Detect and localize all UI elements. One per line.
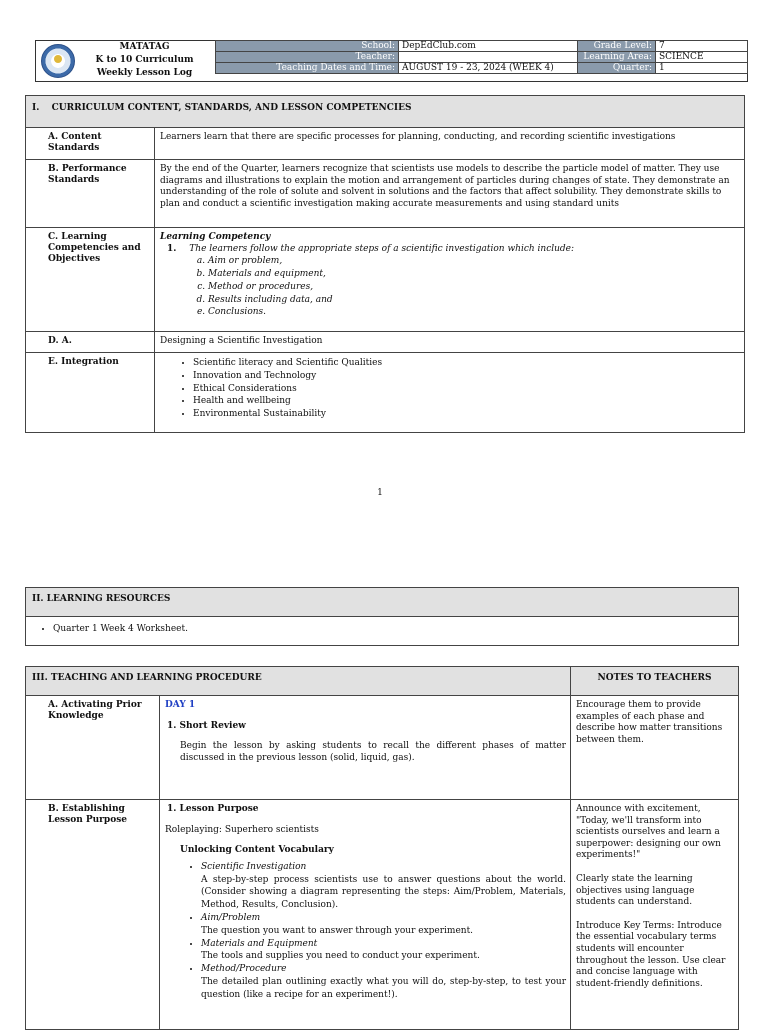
notes-announce: Announce with excitement, "Today, we'll transform into scientists ourselves and learn a superpower: designing our own experiments!" <box>576 804 721 861</box>
integration-item: • Scientific literacy and Scientific Qualities <box>193 357 740 370</box>
section1-title: CURRICULUM CONTENT, STANDARDS, AND LESSON COMPETENCIES <box>51 103 412 113</box>
da-label: D. A. <box>26 332 155 353</box>
grade-label: Grade Level: <box>578 41 656 52</box>
vocab-item <box>201 861 566 912</box>
title-block <box>76 41 213 81</box>
grade-value: 7 <box>656 41 748 52</box>
vocab-term: • Materials and Equipment <box>201 938 318 949</box>
header-block <box>35 40 748 82</box>
resource-item: • Quarter 1 Week 4 Worksheet. <box>53 623 734 636</box>
competencies-label: C. Learning Competencies and Objectives <box>26 228 155 332</box>
integration-label: E. Integration <box>26 353 155 433</box>
competency-item: d. Results including data, and <box>208 294 740 307</box>
area-label: Learning Area: <box>578 52 656 63</box>
performance-standards-text: By the end of the Quarter, learners recognize that scientists use models to describe the particle model of matter. They use diagrams and illustrations to explain the motion and arrangement of particles during changes of state. They demonstrate an understanding of the role of solute and solvent in solutions and the factors that affect solubility. They demonstrate skills to plan and conduct a scientific investigation making accurate measurements and using standard units <box>155 160 745 228</box>
vocab-heading: Unlocking Content Vocabulary <box>180 845 334 856</box>
vocab-term: • Scientific Investigation <box>201 861 307 872</box>
school-value: DepEdClub.com <box>399 41 578 52</box>
performance-standards-label: B. Performance Standards <box>26 160 155 228</box>
notes-key-terms: Introduce Key Terms: Introduce the essential vocabulary terms students will encounter throughout the lesson. Use clear and concise language with student-friendly definitions. <box>576 920 726 989</box>
activating-label: A. Activating Prior Knowledge <box>26 696 160 800</box>
competency-item: b. Materials and equipment, <box>208 268 740 281</box>
section1-title-cell <box>26 96 745 128</box>
activating-notes: Encourage them to provide examples of each phase and describe how matter transitions between them. <box>571 696 739 800</box>
competency-heading: Learning Competency <box>160 232 271 242</box>
notes-title: NOTES TO TEACHERS <box>571 667 739 696</box>
quarter-label: Quarter: <box>578 63 656 74</box>
quarter-value: 1 <box>656 63 748 74</box>
deped-seal-icon <box>41 44 75 78</box>
title-line1: MATATAG <box>119 42 170 52</box>
vocab-item <box>201 938 566 964</box>
vocab-def: The detailed plan outlining exactly what you will do, step-by-step, to test your question (like a recipe for an experiment!). <box>201 976 566 1000</box>
resources-list <box>31 623 734 636</box>
integration-item: • Environmental Sustainability <box>193 408 740 421</box>
competency-line <box>160 244 740 256</box>
area-value: SCIENCE <box>656 52 748 63</box>
integration-item: • Ethical Considerations <box>193 383 740 396</box>
competencies-cell <box>155 228 745 332</box>
competency-item: e. Conclusions. <box>208 306 740 319</box>
vocab-list <box>165 861 566 1002</box>
integration-list <box>160 357 740 421</box>
roleplay-text: Roleplaying: Superhero scientists <box>165 824 319 835</box>
section3-table <box>25 666 739 1030</box>
short-review-step: 1. Short Review <box>167 720 246 731</box>
vocab-term: • Aim/Problem <box>201 912 261 923</box>
vocab-term: • Method/Procedure <box>201 964 287 975</box>
day-label: DAY 1 <box>165 700 196 710</box>
section1-number: I. <box>32 103 40 113</box>
lesson-purpose-step: 1. Lesson Purpose <box>167 804 259 814</box>
dates-value: AUGUST 19 - 23, 2024 (WEEK 4) <box>399 63 578 74</box>
section2-content <box>26 617 739 646</box>
short-review-text: Begin the lesson by asking students to recall the different phases of matter discussed in the previous lesson (solid, liquid, gas). <box>180 741 566 763</box>
vocab-item <box>201 912 566 938</box>
content-standards-label: A. Content Standards <box>26 128 155 160</box>
vocab-def: The question you want to answer through your experiment. <box>201 925 474 936</box>
competency-text: The learners follow the appropriate steps of a scientific investigation which include: <box>189 243 575 254</box>
vocab-def: The tools and supplies you need to conduct your experiment. <box>201 951 480 962</box>
competency-item: c. Method or procedures, <box>208 281 740 294</box>
competency-number: 1. <box>167 243 177 254</box>
competency-items <box>160 255 740 319</box>
title-line2: K to 10 Curriculum <box>95 55 194 65</box>
teacher-value <box>399 52 578 63</box>
content-standards-text: Learners learn that there are specific processes for planning, conducting, and recording scientific investigations <box>155 128 745 160</box>
section2-table <box>25 587 739 646</box>
integration-cell <box>155 353 745 433</box>
establishing-label: B. Establishing Lesson Purpose <box>26 800 160 1030</box>
school-label: School: <box>216 41 399 52</box>
vocab-item <box>201 963 566 1001</box>
teacher-label: Teacher: <box>216 52 399 63</box>
title-line3: Weekly Lesson Log <box>96 68 193 78</box>
da-text: Designing a Scientific Investigation <box>155 332 745 353</box>
section1-table <box>25 95 745 433</box>
establishing-cell <box>160 800 571 1030</box>
activating-cell <box>160 696 571 800</box>
page-number: 1 <box>377 488 383 498</box>
establishing-notes <box>571 800 739 1030</box>
integration-item: • Health and wellbeing <box>193 395 740 408</box>
integration-item: • Innovation and Technology <box>193 370 740 383</box>
header-info-table <box>215 40 748 74</box>
section3-title: III. TEACHING AND LEARNING PROCEDURE <box>26 667 571 696</box>
dates-label: Teaching Dates and Time: <box>216 63 399 74</box>
notes-objectives: Clearly state the learning objectives using language students can understand. <box>576 873 695 908</box>
competency-item: a. Aim or problem, <box>208 255 740 268</box>
section2-title: II. LEARNING RESOURCES <box>26 588 739 617</box>
vocab-def: A step-by-step process scientists use to answer questions about the world. (Consider showing a diagram representing the steps: Aim/Problem, Materials, Method, Results, Conclusion). <box>201 874 566 911</box>
